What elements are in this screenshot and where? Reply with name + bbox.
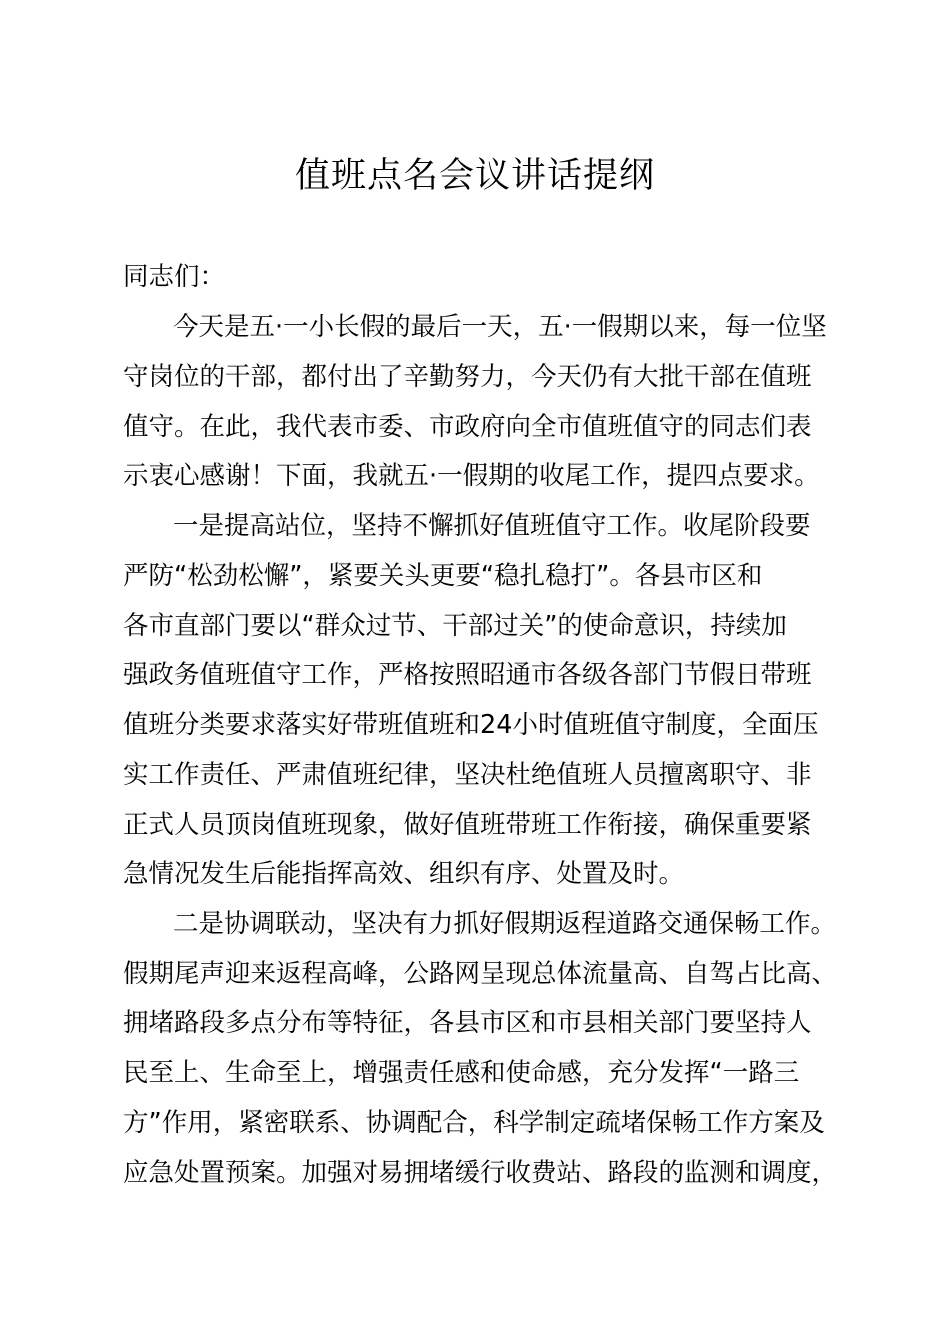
paragraph-line: 方”作用，紧密联系、协调配合，科学制定疏堵保畅工作方案及	[123, 1108, 825, 1138]
paragraph-line: 一是提高站位，坚持不懈抓好值班值守工作。收尾阶段要	[173, 511, 811, 541]
paragraph-line: 实工作责任、严肃值班纪律，坚决杜绝值班人员擅离职守、非	[123, 760, 812, 790]
paragraph-line: 民至上、生命至上，增强责任感和使命感，充分发挥“一路三	[123, 1058, 800, 1088]
paragraph-line: 强政务值班值守工作，严格按照昭通市各级各部门节假日带班	[123, 660, 812, 690]
paragraph-line: 示衷心感谢！下面，我就五·一假期的收尾工作，提四点要求。	[123, 461, 820, 491]
paragraph-line: 应急处置预案。加强对易拥堵缓行收费站、路段的监测和调度，	[123, 1158, 838, 1188]
paragraph-line: 值班分类要求落实好带班值班和24小时值班值守制度，全面压	[123, 710, 819, 740]
salutation: 同志们：	[123, 262, 226, 292]
paragraph-line: 急情况发生后能指挥高效、组织有序、处置及时。	[123, 859, 685, 889]
paragraph-line: 假期尾声迎来返程高峰，公路网呈现总体流量高、自驾占比高、	[123, 959, 838, 989]
paragraph-line: 严防“松劲松懈”，紧要关头更要“稳扎稳打”。各县市区和	[123, 561, 763, 591]
paragraph-line: 正式人员顶岗值班现象，做好值班带班工作衔接，确保重要紧	[123, 810, 812, 840]
paragraph-line: 值守。在此，我代表市委、市政府向全市值班值守的同志们表	[123, 412, 812, 442]
paragraph-line: 拥堵路段多点分布等特征，各县市区和市县相关部门要坚持人	[123, 1008, 812, 1038]
paragraph-line: 各市直部门要以“群众过节、干部过关”的使命意识，持续加	[123, 611, 787, 641]
paragraph-line: 二是协调联动，坚决有力抓好假期返程道路交通保畅工作。	[173, 909, 837, 939]
paragraph-line: 今天是五·一小长假的最后一天，五·一假期以来，每一位坚	[173, 312, 827, 342]
paragraph-line: 守岗位的干部，都付出了辛勤努力，今天仍有大批干部在值班	[123, 362, 812, 392]
document-title: 值班点名会议讲话提纲	[294, 156, 655, 196]
